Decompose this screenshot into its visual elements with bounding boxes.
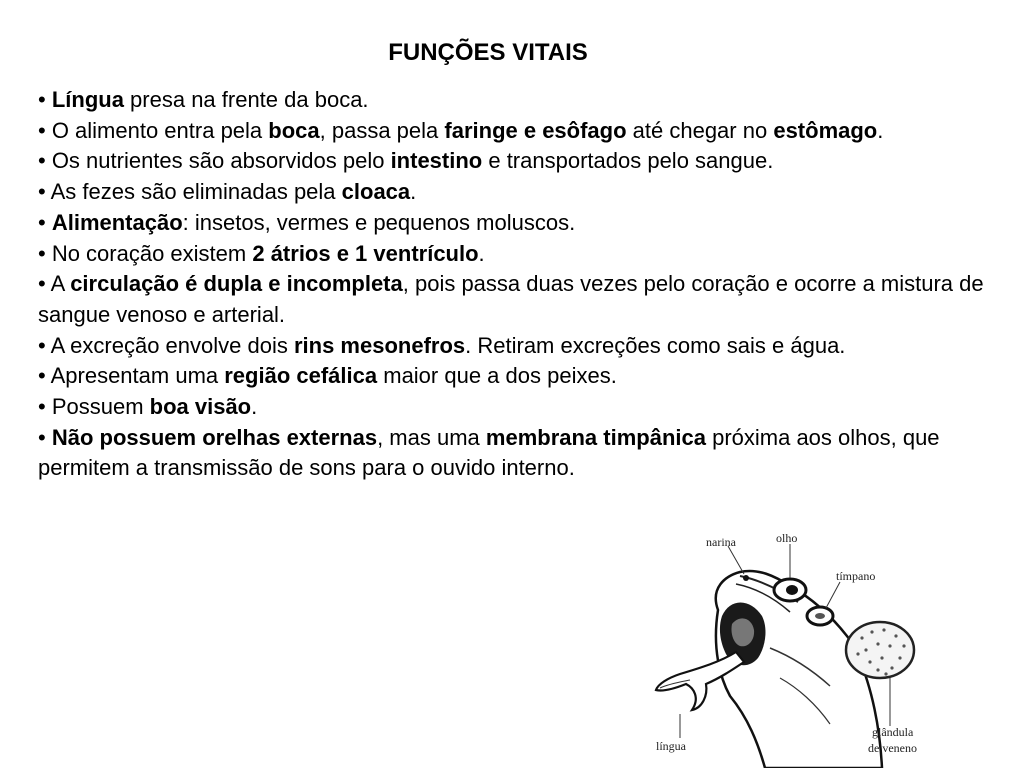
text-run: até chegar no	[626, 117, 774, 143]
text-run: . Retiram excreções como sais e água.	[465, 332, 846, 358]
text-run: presa na frente da boca.	[123, 87, 369, 112]
bold-term: Não possuem orelhas externas	[51, 424, 378, 450]
label-glandula: glândula	[872, 725, 914, 739]
bold-term: circulação é dupla e incompleta	[70, 271, 403, 297]
label-narina: narina	[706, 535, 736, 549]
bullet-item	[38, 116, 998, 147]
text-run: , mas uma	[377, 424, 486, 450]
bold-term: Alimentação	[51, 209, 183, 235]
label-de-veneno: de veneno	[868, 741, 917, 755]
bold-term: membrana timpânica	[485, 424, 706, 450]
text-run: • Apresentam uma	[38, 363, 225, 389]
text-run: • O alimento entra pela	[38, 117, 269, 143]
bold-term: boa visão	[149, 394, 252, 420]
text-run: maior que a dos peixes.	[377, 363, 617, 389]
label-olho: olho	[776, 531, 798, 545]
toad-poison-gland	[846, 622, 914, 678]
bold-term: região cefálica	[224, 363, 378, 389]
text-run: • A excreção envolve dois	[38, 332, 294, 358]
text-run: •	[38, 424, 52, 450]
bold-term: rins mesonefros	[293, 332, 466, 358]
bullet-item	[38, 208, 998, 239]
bold-term: cloaca	[341, 179, 411, 205]
bold-term: 2 átrios e 1 ventrículo	[252, 240, 479, 266]
toad-head-illustration	[640, 528, 970, 768]
label-lingua: língua	[656, 739, 686, 753]
text-run: , passa pela	[319, 117, 445, 143]
toad-nostril	[743, 575, 749, 581]
bold-term: estômago	[773, 117, 878, 143]
bold-term: faringe e esôfago	[444, 117, 627, 143]
bullet-item	[38, 177, 998, 208]
text-run: • As fezes são eliminadas pela	[38, 179, 342, 205]
bullet-item	[38, 239, 998, 270]
bullet-item	[38, 361, 998, 392]
bullet-item	[38, 331, 998, 362]
text-run: próxima aos olhos, que permitem a transmissão de sons para o ouvido interno.	[38, 424, 940, 481]
text-run: •	[38, 87, 52, 112]
bullet-list	[38, 85, 998, 484]
slide-title: FUNÇÕES VITAIS	[388, 39, 588, 66]
bullet-item	[38, 146, 998, 177]
text-run: .	[410, 179, 417, 205]
text-run: • A	[38, 271, 71, 297]
text-run: .	[251, 394, 258, 420]
text-run: •	[38, 209, 52, 235]
text-run: • Possuem	[38, 394, 150, 420]
bullet-item	[38, 392, 998, 423]
bold-term: Língua	[51, 87, 124, 112]
text-run: .	[478, 240, 485, 266]
text-run: • Os nutrientes são absorvidos pelo	[38, 148, 391, 174]
bullet-item	[38, 423, 998, 484]
text-run: .	[877, 117, 884, 143]
bold-term: boca	[268, 117, 320, 143]
text-run: : insetos, vermes e pequenos moluscos.	[182, 209, 576, 235]
label-timpano: tímpano	[836, 569, 876, 583]
bullet-item	[38, 85, 998, 116]
text-run: e transportados pelo sangue.	[482, 148, 774, 174]
text-run: , pois passa duas vezes pelo coração e ocorre a mistura de sangue venoso e arterial.	[38, 271, 984, 327]
bold-term: intestino	[390, 148, 483, 174]
text-run: • No coração existem	[38, 240, 253, 266]
bullet-item	[38, 269, 998, 330]
